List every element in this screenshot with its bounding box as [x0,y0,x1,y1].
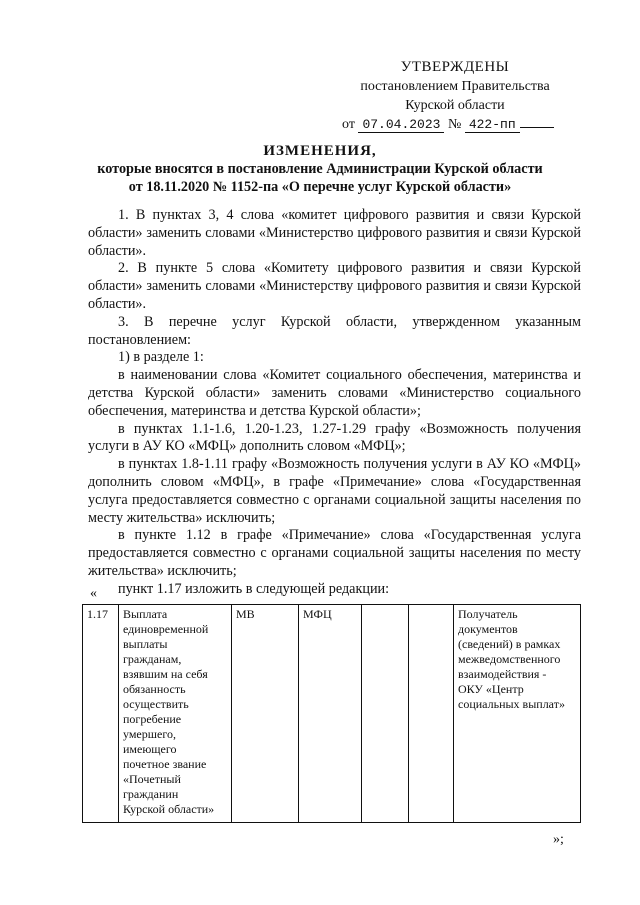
note-line: (сведений) в рамках [458,637,561,651]
name-line: Выплата [123,607,168,621]
approval-line-1: постановлением Правительства [360,79,550,94]
heading-title: ИЗМЕНЕНИЯ, [263,143,377,159]
note-line: социальных выплат» [458,697,565,711]
paragraph: 1) в разделе 1: [118,349,204,366]
note-line: ОКУ «Центр [458,682,524,696]
paragraph: в пунктах 1.8-1.11 графу «Возможность получения услуги в АУ КО «МФЦ» дополнить словом «МФЦ», в графе «Примечание» слова «Государственная услуга предоставляется совместно с органами социальной защиты населения по месту жительства» исключить; [88,456,581,526]
number-prefix: № [447,117,462,132]
cell-mfc: МФЦ [299,605,362,823]
paragraph: 2. В пункте 5 слова «Комитету цифрового развития и связи Курской области» заменить словами «Министерству цифрового развития и связи Курской области». [88,260,581,312]
document-heading [70,142,570,196]
note-line: межведомственного [458,652,561,666]
paragraph: в наименовании слова «Комитет социального обеспечения, материнства и детства Курской области» заменить словами «Министерство социального обеспечения, материнства и детства Курской области»; [88,367,581,419]
note-line: документов [458,622,518,636]
name-line: выплаты [123,637,168,651]
name-line: погребение [123,712,182,726]
name-line: обязанность [123,682,186,696]
approval-date: 07.04.2023 [358,117,444,133]
paragraph: пункт 1.17 изложить в следующей редакции: [118,580,390,597]
number-underline-tail [520,115,554,128]
name-line: взявшим на себя [123,667,208,681]
table-row [83,605,581,823]
cell-empty-2 [409,605,454,823]
quote-open: « [90,586,97,601]
approval-date-line [340,115,570,134]
note-line: Получатель [458,607,518,621]
document-body [88,207,581,599]
name-line: осуществить [123,697,189,711]
name-line: имеющего [123,742,177,756]
cell-number: 1.17 [83,605,119,823]
name-line: гражданам, [123,652,182,666]
paragraph: 3. В перечне услуг Курской области, утвержденном указанным постановлением: [88,313,581,348]
approval-line-2: Курской области [405,98,505,113]
name-line: «Почетный [123,772,181,786]
date-prefix: от [342,117,355,132]
quote-close: »; [553,832,564,847]
name-line: гражданин [123,787,179,801]
paragraph: в пункте 1.12 в графе «Примечание» слова «Государственная услуга предоставляется совместно с органами социальной защиты населения по месту жительства» исключить; [88,527,581,579]
note-line: взаимодействия - [458,667,547,681]
heading-line-3: от 18.11.2020 № 1152-па «О перечне услуг Курской области» [128,179,512,195]
name-line: единовременной [123,622,209,636]
approval-number: 422-пп [465,117,520,133]
name-line: Курской области» [123,802,215,816]
name-line: умершего, [123,727,176,741]
approval-title: УТВЕРЖДЕНЫ [400,59,510,75]
heading-line-2: которые вносятся в постановление Администрации Курской области [97,161,543,177]
service-table [82,604,581,823]
name-line: почетное звание [123,757,207,771]
paragraph: 1. В пунктах 3, 4 слова «комитет цифрового развития и связи Курской области» заменить словами «Министерство цифрового развития и связи Курской области». [88,207,581,259]
approval-stamp [340,58,570,134]
cell-service-name [119,605,232,823]
cell-level: МВ [232,605,299,823]
paragraph: в пунктах 1.1-1.6, 1.20-1.23, 1.27-1.29 графу «Возможность получения услуги в АУ КО «МФЦ» дополнить словом «МФЦ»; [88,420,581,455]
cell-empty-1 [362,605,409,823]
cell-note [454,605,581,823]
